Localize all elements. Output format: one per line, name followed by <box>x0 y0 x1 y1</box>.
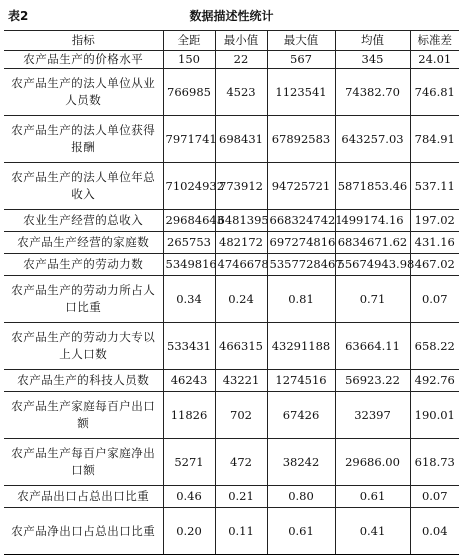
cell-std: 0.04 <box>410 508 459 555</box>
cell-std: 0.07 <box>410 486 459 508</box>
cell-min: 43221 <box>215 370 267 392</box>
cell-max: 0.81 <box>267 276 335 323</box>
cell-max: 6683247421 <box>267 210 335 232</box>
cell-range: 7971741 <box>163 116 215 163</box>
cell-indicator: 农产品生产的法人单位获得报酬 <box>4 116 163 163</box>
cell-indicator: 农产品生产每百户家庭净出口额 <box>4 439 163 486</box>
table-row <box>4 51 459 69</box>
cell-std: 24.01 <box>410 51 459 69</box>
cell-min: 466315 <box>215 323 267 370</box>
cell-min: 4523 <box>215 69 267 116</box>
cell-min: 0.21 <box>215 486 267 508</box>
cell-indicator: 农产品出口占总出口比重 <box>4 486 163 508</box>
cell-range: 0.34 <box>163 276 215 323</box>
table-row <box>4 163 459 210</box>
cell-mean: 32397 <box>335 392 410 439</box>
cell-range: 5271 <box>163 439 215 486</box>
cell-mean: 5871853.46 <box>335 163 410 210</box>
cell-range: 150 <box>163 51 215 69</box>
header-range: 全距 <box>163 31 215 51</box>
cell-indicator: 农产品生产的法人单位从业人员数 <box>4 69 163 116</box>
cell-std: 190.01 <box>410 392 459 439</box>
cell-max: 567 <box>267 51 335 69</box>
cell-range: 0.20 <box>163 508 215 555</box>
cell-mean: 0.41 <box>335 508 410 555</box>
cell-min: 0.11 <box>215 508 267 555</box>
cell-mean: 0.71 <box>335 276 410 323</box>
header-min: 最小值 <box>215 31 267 51</box>
table-row <box>4 323 459 370</box>
cell-max: 1123541 <box>267 69 335 116</box>
cell-mean: 643257.03 <box>335 116 410 163</box>
cell-mean: 29686.00 <box>335 439 410 486</box>
cell-indicator: 农产品生产家庭每百户出口额 <box>4 392 163 439</box>
cell-std: 0.07 <box>410 276 459 323</box>
cell-std: 431.16 <box>410 232 459 254</box>
cell-max: 5357728467 <box>267 254 335 276</box>
cell-indicator: 农产品生产的劳动力所占人口比重 <box>4 276 163 323</box>
cell-mean: 6834671.62 <box>335 232 410 254</box>
cell-range: 71024932 <box>163 163 215 210</box>
header-indicator: 指标 <box>4 31 163 51</box>
header-max: 最大值 <box>267 31 335 51</box>
cell-std: 618.73 <box>410 439 459 486</box>
table-number: 表2 <box>8 9 29 23</box>
cell-mean: 0.61 <box>335 486 410 508</box>
table-title: 数据描述性统计 <box>189 9 274 23</box>
cell-mean: 499174.16 <box>335 210 410 232</box>
cell-mean: 55674943.98 <box>335 254 410 276</box>
cell-range: 29684643 <box>163 210 215 232</box>
cell-min: 702 <box>215 392 267 439</box>
cell-min: 6481395 <box>215 210 267 232</box>
cell-range: 5349816 <box>163 254 215 276</box>
cell-indicator: 农产品生产的价格水平 <box>4 51 163 69</box>
cell-max: 697274816 <box>267 232 335 254</box>
table-row <box>4 232 459 254</box>
cell-range: 533431 <box>163 323 215 370</box>
cell-max: 67426 <box>267 392 335 439</box>
cell-mean: 74382.70 <box>335 69 410 116</box>
cell-std: 658.22 <box>410 323 459 370</box>
cell-range: 0.46 <box>163 486 215 508</box>
header-row <box>4 31 459 51</box>
cell-max: 94725721 <box>267 163 335 210</box>
header-std: 标准差 <box>410 31 459 51</box>
cell-min: 773912 <box>215 163 267 210</box>
cell-std: 784.91 <box>410 116 459 163</box>
cell-indicator: 农产品生产的法人单位年总收入 <box>4 163 163 210</box>
cell-std: 197.02 <box>410 210 459 232</box>
cell-min: 482172 <box>215 232 267 254</box>
table-row <box>4 276 459 323</box>
cell-max: 43291188 <box>267 323 335 370</box>
table-row <box>4 254 459 276</box>
cell-range: 46243 <box>163 370 215 392</box>
cell-min: 4746678 <box>215 254 267 276</box>
cell-max: 0.80 <box>267 486 335 508</box>
cell-min: 698431 <box>215 116 267 163</box>
cell-range: 766985 <box>163 69 215 116</box>
cell-max: 0.61 <box>267 508 335 555</box>
table-row <box>4 116 459 163</box>
table-row <box>4 69 459 116</box>
cell-indicator: 农产品生产的劳动力数 <box>4 254 163 276</box>
table-row <box>4 439 459 486</box>
cell-max: 1274516 <box>267 370 335 392</box>
table-row <box>4 210 459 232</box>
cell-mean: 63664.11 <box>335 323 410 370</box>
cell-max: 38242 <box>267 439 335 486</box>
cell-indicator: 农产品生产的劳动力大专以上人口数 <box>4 323 163 370</box>
cell-indicator: 农业生产经营的总收入 <box>4 210 163 232</box>
cell-min: 472 <box>215 439 267 486</box>
cell-min: 22 <box>215 51 267 69</box>
cell-indicator: 农产品生产经营的家庭数 <box>4 232 163 254</box>
cell-mean: 345 <box>335 51 410 69</box>
table-caption <box>0 0 463 26</box>
table-row <box>4 508 459 555</box>
table-row <box>4 486 459 508</box>
cell-std: 746.81 <box>410 69 459 116</box>
cell-std: 492.76 <box>410 370 459 392</box>
header-mean: 均值 <box>335 31 410 51</box>
descriptive-statistics-table <box>4 30 459 555</box>
cell-max: 67892583 <box>267 116 335 163</box>
table-row <box>4 392 459 439</box>
cell-range: 265753 <box>163 232 215 254</box>
cell-std: 537.11 <box>410 163 459 210</box>
cell-std: 467.02 <box>410 254 459 276</box>
cell-indicator: 农产品生产的科技人员数 <box>4 370 163 392</box>
cell-min: 0.24 <box>215 276 267 323</box>
cell-mean: 56923.22 <box>335 370 410 392</box>
cell-indicator: 农产品净出口占总出口比重 <box>4 508 163 555</box>
table-row <box>4 370 459 392</box>
cell-range: 11826 <box>163 392 215 439</box>
